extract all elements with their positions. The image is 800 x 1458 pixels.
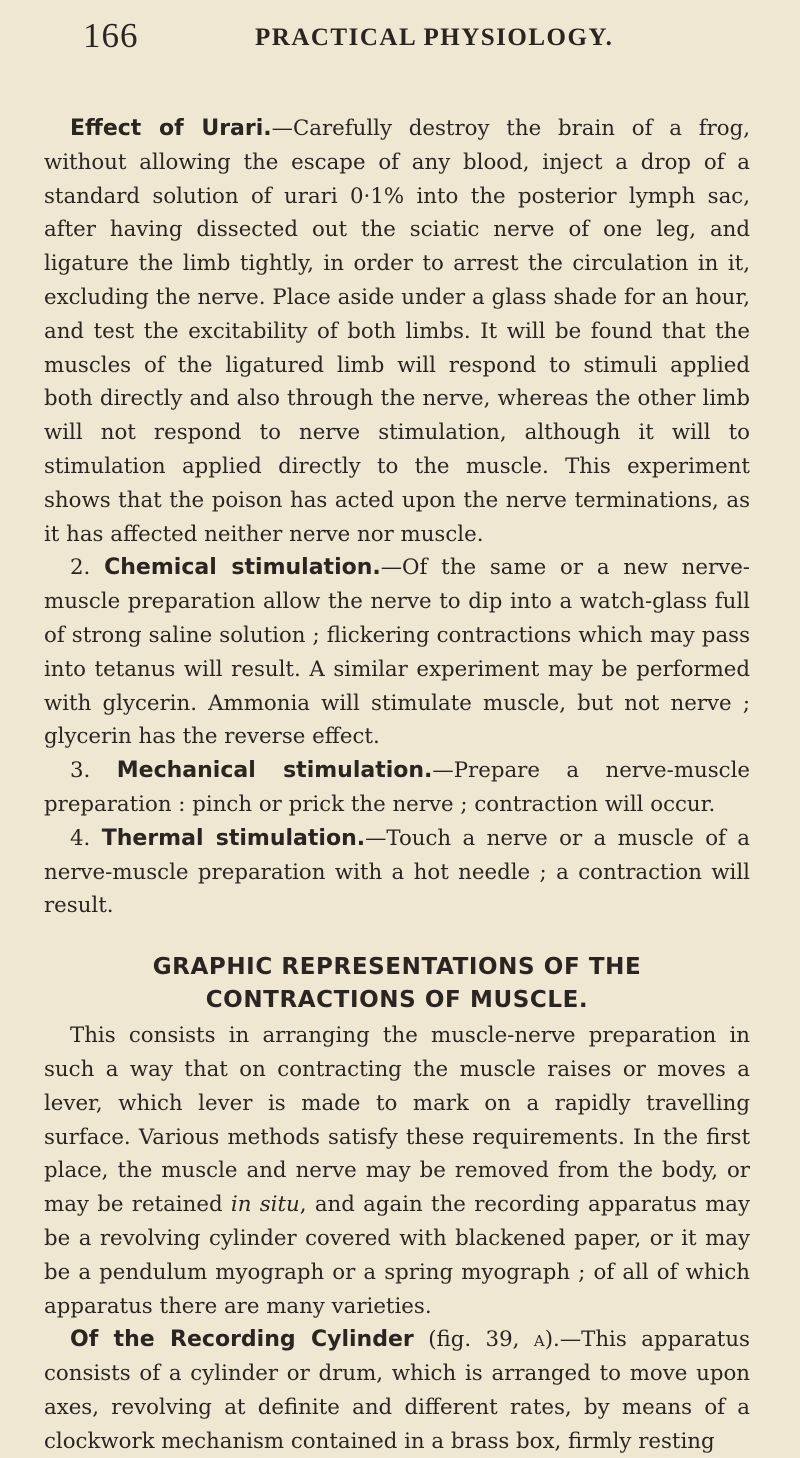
paragraph-text-continued: , and again the recording apparatus may be a revolving cylinder covered with blackened paper, or it may be a pendulum myograph or a spring myograph ; of all of which apparatus there are many varieties. — [44, 1192, 751, 1319]
running-head — [40, 0, 750, 60]
figure-ref-letter: a — [533, 1327, 545, 1353]
figure-ref-close: ). — [544, 1327, 560, 1353]
paragraph-lead: Mechanical stimulation. — [116, 758, 433, 784]
paragraph-number: 4. — [70, 825, 91, 851]
section-heading: GRAPHIC REPRESENTATIONS OF THE CONTRACTIONS OF MUSCLE. — [152, 954, 642, 1014]
italic-term: in situ — [230, 1192, 300, 1218]
paragraph-chemical-stimulation — [44, 551, 750, 754]
paragraph-number: 3. — [70, 758, 91, 784]
page-number: 166 — [83, 16, 139, 55]
running-title: PRACTICAL PHYSIOLOGY. — [255, 24, 614, 51]
paragraph-text: —Prepare a nerve-muscle preparation : pinch or prick the nerve ; contraction will occur. — [44, 758, 751, 817]
paragraph-lead: Thermal stimulation. — [101, 825, 366, 851]
paragraph-graphic-representations — [44, 1019, 750, 1323]
paragraph-thermal-stimulation — [44, 822, 750, 923]
paragraph-text: —Of the same or a new nerve-muscle preparation allow the nerve to dip into a watch-glass full of strong saline solution ; flickering contractions which may pass into tetanus will result. A similar experiment may be performed with glycerin. Ammonia will stimulate muscle, but not nerve ; glycerin has the reverse effect. — [44, 555, 750, 750]
paragraph-lead: Of the Recording Cylinder — [70, 1327, 414, 1353]
paragraph-lead: Chemical stimulation. — [104, 555, 381, 581]
body-text — [40, 112, 750, 1458]
paragraph-number: 2. — [70, 555, 91, 581]
figure-ref-open: (fig. 39, — [413, 1327, 534, 1353]
paragraph-text: —This apparatus consists of a cylinder or drum, which is arranged to move upon axes, revolving at definite and different rates, by means of a clockwork mechanism contained in a brass box, firmly resting — [44, 1327, 750, 1454]
paragraph-urari — [44, 112, 750, 551]
paragraph-text: —Carefully destroy the brain of a frog, without allowing the escape of any blood, inject a drop of a standard solution of urari 0·1% into the posterior lymph sac, after having dissected out the sciatic nerve of one leg, and ligature the limb tightly, in order to arrest the circulation in it, excluding the nerve. Place aside under a glass shade for an hour, and test the excitability of both limbs. It will be found that the muscles of the ligatured limb will respond to stimuli applied both directly and also through the nerve, whereas the other limb will not respond to nerve stimulation, although it will to stimulation applied directly to the muscle. This experiment shows that the poison has acted upon the nerve terminations, as it has affected neither nerve nor muscle. — [44, 116, 750, 547]
paragraph-lead: Effect of Urari. — [70, 116, 272, 141]
paragraph-mechanical-stimulation — [44, 754, 750, 822]
paragraph-recording-cylinder — [44, 1323, 750, 1458]
paragraph-text: —Touch a nerve or a muscle of a nerve-muscle preparation with a hot needle ; a contraction will result. — [44, 825, 750, 919]
paragraph-text: This consists in arranging the muscle-nerve preparation in such a way that on contracting the muscle raises or moves a lever, which lever is made to mark on a rapidly travelling surface. Various methods satisfy these requirements. In the first place, the muscle and nerve may be removed from the body, or may be retained — [44, 1023, 750, 1218]
